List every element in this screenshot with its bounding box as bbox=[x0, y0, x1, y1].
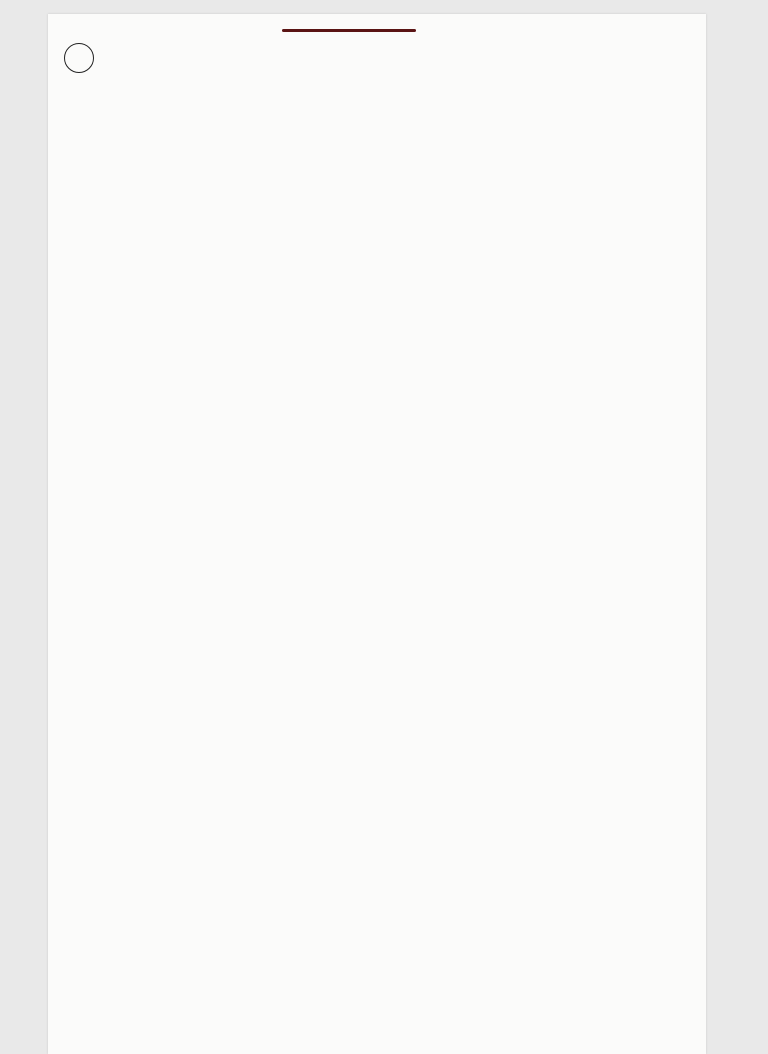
binding-mark bbox=[282, 29, 416, 32]
page-number-marker bbox=[64, 43, 94, 73]
question-paper-sheet bbox=[48, 14, 706, 1054]
